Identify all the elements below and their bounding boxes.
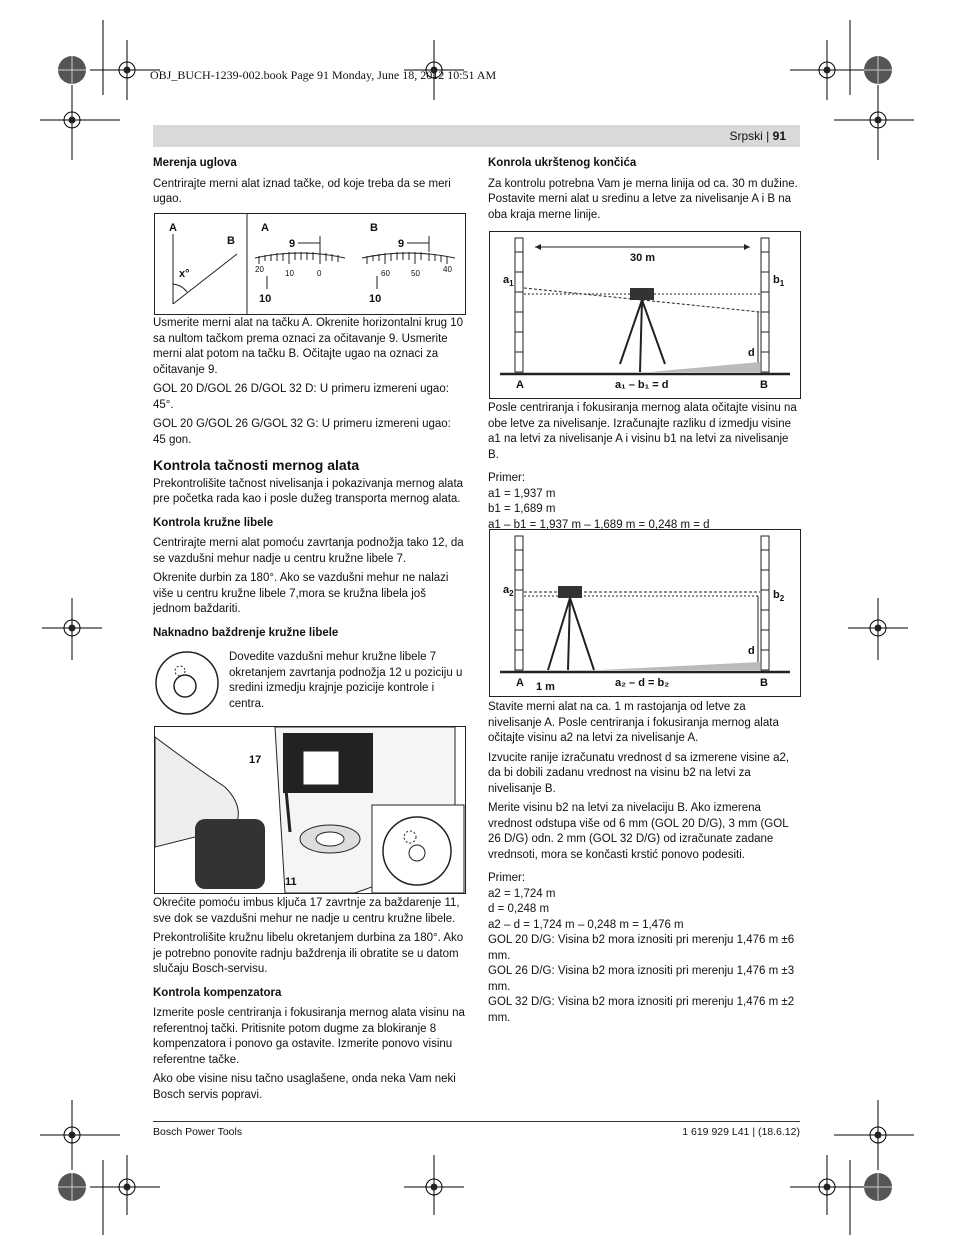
right-column — [488, 156, 800, 227]
footer-rule — [153, 1121, 800, 1122]
paragraph: Dovedite vazdušni mehur kružne libele 7 okretanjem zavrtanja podnožja 12 u poziciju u sredini izmedju krajnje pozicije kontrole i centra. — [229, 651, 463, 710]
label-B: B — [760, 677, 768, 689]
label-a1: $a_1$ — [503, 274, 514, 288]
crosshair-figure-2 — [489, 529, 801, 697]
paragraph: Usmerite merni alat na tačku A. Okrenite horizontalni krug 10 sa nultom tačkom prema oznaci za očitavanje 9. Usmerite merni alat potom na tačku B. Očitajte ugao na oznaci za očitavanje 9. — [153, 317, 464, 376]
scale-10: 10 — [285, 269, 294, 278]
example-line: a1 – b1 = 1,937 m – 1,689 m = 0,248 m = d — [488, 518, 710, 531]
label-a2: $a_2$ — [503, 584, 514, 598]
paragraph: Prekontrolišite kružnu libelu okretanjem durbina za 180°. Ako je potrebno ponovite radnju baždrenja ili obratite se u datom slučaju Bosch-servisu. — [153, 932, 464, 975]
scale-50: 50 — [411, 269, 420, 278]
example-line: GOL 26 D/G: Visina b2 mora iznositi pri merenju 1,476 m ±3 mm. — [488, 965, 795, 993]
left-column — [153, 156, 465, 212]
example-line: b1 = 1,689 m — [488, 503, 556, 515]
bubble-level-icon — [154, 650, 220, 716]
right-column-3 — [488, 700, 800, 1026]
fig-label-A: A — [169, 222, 177, 234]
page-header — [153, 125, 800, 147]
paragraph: Okrenite durbin za 180°. Ako se vazdušni mehur ne nalazi više u centru kružne libele 7,mora se kružna libela još jednom baždariti. — [153, 572, 449, 615]
footer-brand: Bosch Power Tools — [153, 1126, 243, 1138]
example-title: Primer: — [488, 872, 526, 884]
scale-60: 60 — [381, 269, 390, 278]
example-line: d = 0,248 m — [488, 903, 550, 915]
fig-label-x: x° — [179, 268, 190, 280]
scale-0: 0 — [317, 269, 322, 278]
paragraph: Za kontrolu potrebna Vam je merna linija od ca. 30 m dužine. Postavite merni alat u sredinu a letve za nivelisanje A i B na oba kraja merne linije. — [488, 177, 798, 221]
section-title: Konrola ukrštenog končića — [488, 157, 637, 169]
example-title: Primer: — [488, 472, 526, 484]
fig-label-10a: 10 — [259, 293, 272, 305]
example-line: GOL 32 D/G: Visina b2 mora iznositi pri merenju 1,476 m ±2 mm. — [488, 996, 795, 1024]
left-column-3 — [153, 896, 465, 1107]
equation: a₁ – b₁ = d — [615, 379, 669, 391]
label-b2: $b_2$ — [773, 589, 785, 603]
angle-measurement-figure — [154, 213, 466, 315]
paragraph: GOL 20 G/GOL 26 G/GOL 32 G: U primeru izmereni ugao: 45 gon. — [153, 418, 451, 446]
fig-label-9b: 9 — [398, 238, 405, 250]
label-B: B — [760, 379, 768, 391]
callout-17: 17 — [249, 754, 262, 766]
section-title: Merenja uglova — [153, 157, 237, 169]
example-line: a2 – d = 1,724 m – 0,248 m = 1,476 m — [488, 918, 684, 931]
paragraph: Ako obe visine nisu tačno usaglašene, onda neka Vam neki Bosch servis popravi. — [153, 1073, 456, 1101]
header-language: Srpski — [729, 129, 763, 143]
print-slug: OBJ_BUCH-1239-002.book Page 91 Monday, June 18, 2012 10:51 AM — [150, 68, 497, 82]
page-number: 91 — [772, 129, 786, 143]
paragraph: Stavite merni alat na ca. 1 m rastojanja od letve za nivelisanje A. Posle centriranja i fokusiranja mernog alata očitajte visinu a2 na letvi za nivelisanje A. — [488, 701, 779, 744]
label-b1: $b_1$ — [773, 274, 785, 288]
fig-label-A2: A — [261, 222, 269, 234]
fig-label-10b: 10 — [369, 293, 382, 305]
crosshair-figure-1 — [489, 231, 801, 399]
label-d: d — [748, 347, 755, 359]
bubble-text — [229, 650, 465, 716]
section-heading: Kontrola tačnosti mernog alata — [153, 457, 360, 473]
label-A: A — [516, 379, 524, 391]
label-d: d — [748, 645, 755, 657]
label-1m: 1 m — [536, 681, 555, 693]
footer-docnum: 1 619 929 L41 | (18.6.12) — [682, 1126, 800, 1138]
fig-label-B: B — [227, 235, 235, 247]
scale-20: 20 — [255, 265, 264, 274]
paragraph: GOL 20 D/GOL 26 D/GOL 32 D: U primeru izmereni ugao: 45°. — [153, 383, 449, 411]
section-title: Kontrola kružne libele — [153, 516, 274, 529]
paragraph: Prekontrolišite tačnost nivelisanja i pokazivanja mernog alata pre početka rada kao i posle dužeg transporta mernog alata. — [153, 477, 464, 505]
section-title: Naknadno baždrenje kružne libele — [153, 626, 339, 639]
header-language-page: Srpski | 91 — [729, 129, 786, 143]
fig-label-B2: B — [370, 222, 378, 234]
paragraph: Izvucite ranije izračunatu vrednost d sa izmerene visine a2, da bi dobili zadanu vrednost na visinu b2 na letvi za nivelisanje B. — [488, 751, 790, 795]
example-line: a2 = 1,724 m — [488, 887, 556, 900]
right-column-2 — [488, 401, 800, 533]
fig-label-9a: 9 — [289, 238, 296, 250]
paragraph: Centrirajte merni alat iznad tačke, od koje treba da se meri ugao. — [153, 177, 451, 205]
equation: a₂ – d = b₂ — [615, 677, 670, 689]
paragraph: Posle centriranja i fokusiranja mernog alata očitajte visinu na obe letve za nivelisanje. Izračunajte razliku d izmedju visine a1 na letvi za nivelisanje A i visinu b1 na letvi za nivelisanje B. — [488, 402, 797, 461]
paragraph: Centrirajte merni alat pomoću zavrtanja podnožja tako 12, da se vazdušni mehur nadje u centru kružne libele 7. — [153, 537, 464, 565]
paragraph: Merite visinu b2 na letvi za nivelaciju B. Ako izmerena vrednost odstupa više od 6 mm (GOL 20 D/G), 3 mm (GOL 26 D/G) odn. 2 mm (GOL 32 D/G) od izračunate zadane vrednsoti, mora se končasti krstić ponovo podesiti. — [488, 802, 789, 861]
section-title: Kontrola kompenzatora — [153, 986, 282, 999]
example-line: a1 = 1,937 m — [488, 487, 556, 500]
callout-11: 11 — [285, 876, 297, 888]
paragraph: Izmerite posle centriranja i fokusiranja mernog alata visinu na referentnoj tački. Pritisnite potom dugme za blokiranje 8 kompenzatora i ponovo ga ostavite. Izmerite ponovo visinu referentne tačke. — [153, 1007, 465, 1066]
dist-label: 30 m — [630, 252, 656, 264]
bubble-calibration-figure — [154, 726, 466, 894]
label-A: A — [516, 677, 524, 689]
scale-40: 40 — [443, 265, 452, 274]
paragraph: Okrećite pomoću imbus ključa 17 zavrtnje za baždarenje 11, sve dok se vazdušni mehur ne nadje u centru kružne libele. — [153, 897, 460, 925]
example-line: GOL 20 D/G: Visina b2 mora iznositi pri merenju 1,476 m ±6 mm. — [488, 934, 795, 962]
left-column-2 — [153, 316, 465, 646]
